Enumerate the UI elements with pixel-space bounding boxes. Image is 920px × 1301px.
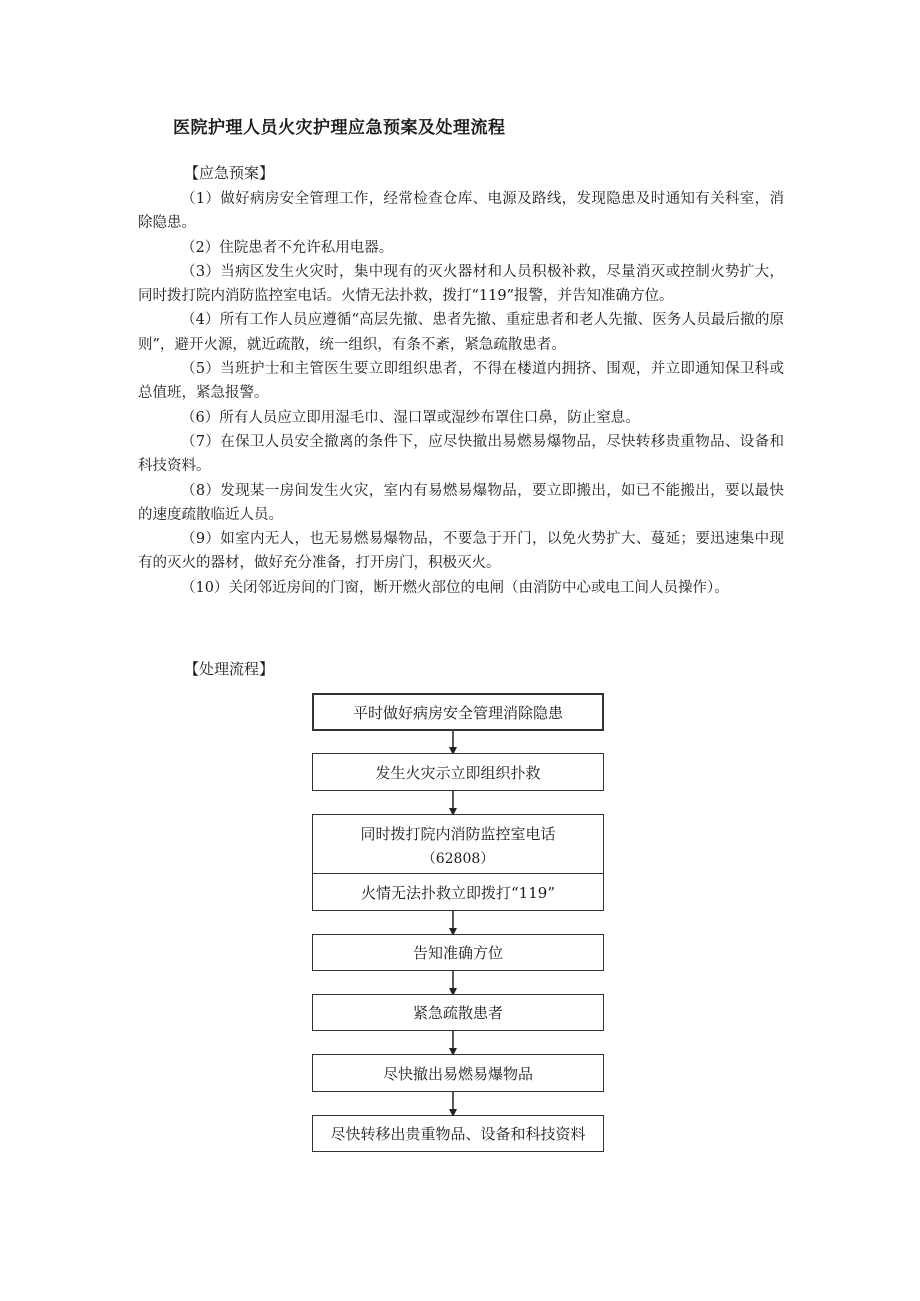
- flow-step-3: [312, 814, 604, 874]
- flow-step-3-label: 同时拨打院内消防监控室电话: [360, 825, 556, 843]
- page-title: 医院护理人员火灾护理应急预案及处理流程: [173, 118, 506, 138]
- plan-item-9: （9）如室内无人，也无易燃易爆物品，不要急于开门，以免火势扩大、蔓延；要迅速集中现有的灭火的器材，做好充分准备，打开房门，积极灭火。: [138, 531, 784, 572]
- plan-item-3: （3）当病区发生火灾时，集中现有的灭火器材和人员积极补救，尽量消灭或控制火势扩大，同时拨打院内消防监控室电话。火情无法扑救，拨打“119”报警，并告知准确方位。: [138, 263, 784, 305]
- flow-step-6: [312, 994, 604, 1031]
- flow-step-8-label: 尽快转移出贵重物品、设备和科技资料: [330, 1125, 586, 1143]
- flow-step-6-label: 紧急疏散患者: [412, 1004, 503, 1022]
- emergency-plan-heading: 【应急预案】: [184, 164, 275, 182]
- flow-step-2-label: 发生火灾示立即组织扑救: [375, 763, 541, 782]
- flow-step-1: [312, 693, 604, 731]
- plan-item-2: （2）住院患者不允许私用电器。: [181, 239, 394, 256]
- flow-step-7: [312, 1054, 604, 1092]
- flow-step-3-phone: （62808）: [421, 851, 495, 867]
- flow-step-8: [312, 1115, 604, 1152]
- plan-item-1: （1）做好病房安全管理工作，经常检查仓库、电源及路线，发现隐患及时通知有关科室，消除隐患。: [138, 191, 784, 232]
- flow-step-1-label: 平时做好病房安全管理消除隐患: [352, 703, 563, 722]
- flow-step-4: [312, 873, 604, 911]
- plan-item-10: （10）关闭邻近房间的门窗，断开燃火部位的电闸（由消防中心或电工间人员操作）。: [181, 579, 729, 596]
- flow-step-7-label: 尽快撤出易燃易爆物品: [382, 1064, 533, 1083]
- flow-step-5-label: 告知准确方位: [412, 944, 503, 962]
- process-flow-heading: 【处理流程】: [184, 660, 275, 678]
- plan-item-5: （5）当班护士和主管医生要立即组织患者，不得在楼道内拥挤、围观，并立即通知保卫科或总值班，紧急报警。: [138, 361, 784, 402]
- plan-item-4: （4）所有工作人员应遵循“高层先撤、患者先撤、重症患者和老人先撤、医务人员最后撤的原则”，避开火源，就近疏散，统一组织，有条不紊，紧急疏散患者。: [138, 312, 784, 353]
- plan-item-6: （6）所有人员应立即用湿毛巾、湿口罩或湿纱布罩住口鼻，防止窒息。: [181, 409, 640, 426]
- flow-step-5: [312, 934, 604, 971]
- plan-item-7: （7）在保卫人员安全撤离的条件下，应尽快撤出易燃易爆物品，尽快转移贵重物品、设备和科技资料。: [138, 433, 784, 475]
- flow-step-2: [312, 753, 604, 791]
- flow-step-4-label: 火情无法扑救立即拨打“119”: [361, 883, 555, 902]
- plan-item-8: （8）发现某一房间发生火灾，室内有易燃易爆物品，要立即搬出，如已不能搬出，要以最快的速度疏散临近人员。: [138, 482, 784, 523]
